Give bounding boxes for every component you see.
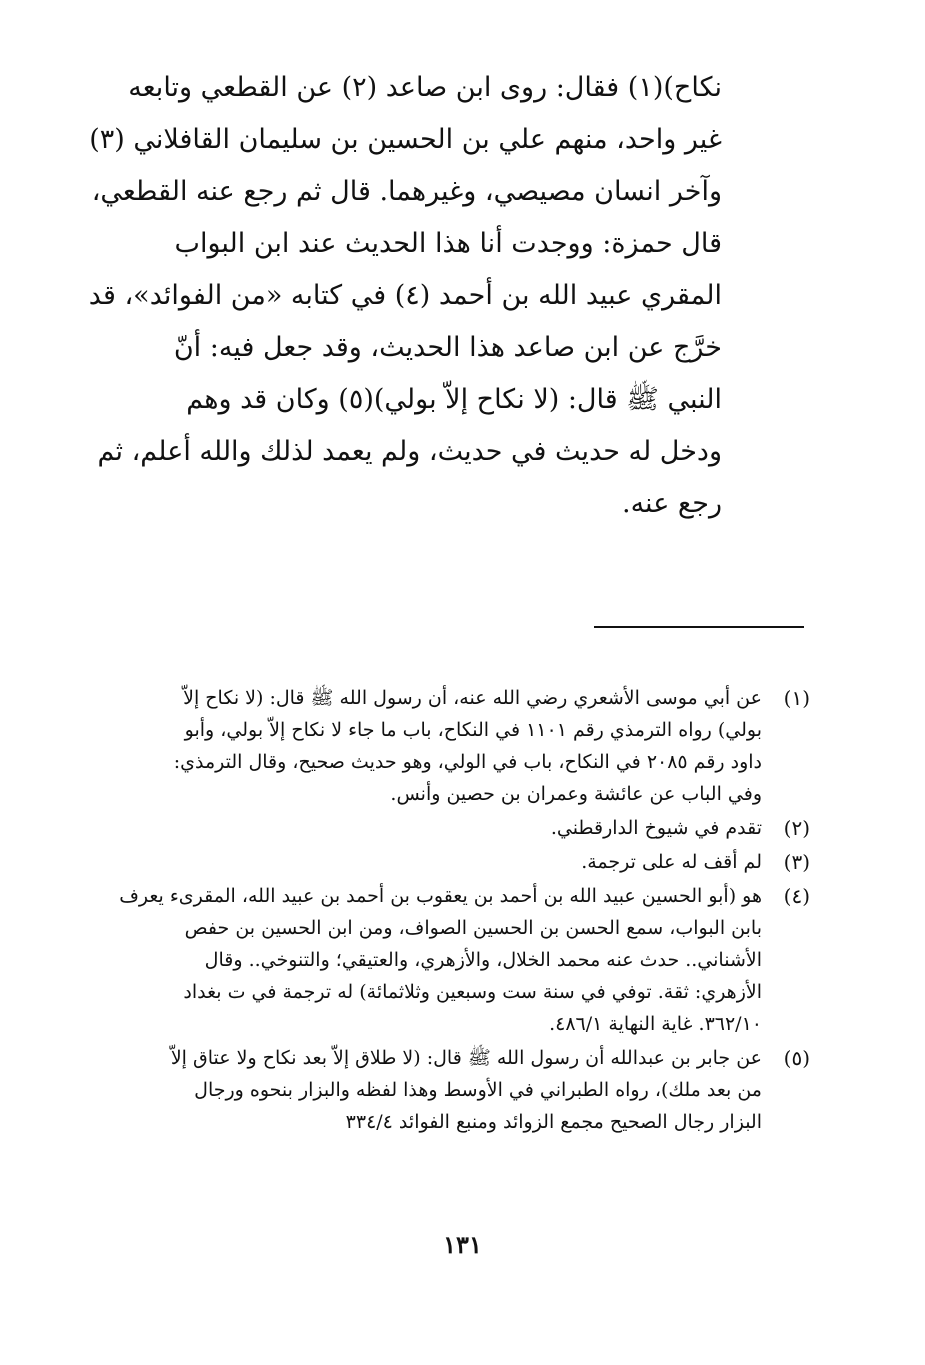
footnote-4	[100, 880, 810, 1040]
footnote-3	[100, 846, 810, 878]
footnote-line: الأشناني.. حدث عنه محمد الخلال، والأزهري، والعتيقي؛ والتنوخي.. وقال	[204, 949, 762, 971]
main-text-line: المقري عبيد الله بن أحمد (٤) في كتابه «من الفوائد»، قد	[88, 280, 722, 311]
main-text-line: خرَّج عن ابن صاعد هذا الحديث، وقد جعل فيه: أنّ	[173, 332, 722, 363]
main-text-line: غير واحد، منهم علي بن الحسين بن سليمان القافلاني (٣)	[89, 124, 722, 155]
main-text-line: ودخل له حديث في حديث، ولم يعمد لذلك والله أعلم، ثم	[97, 436, 722, 467]
footnote-5	[100, 1042, 810, 1138]
footnote-number: (٢)	[783, 816, 810, 840]
footnote-line: عن أبي موسى الأشعري رضي الله عنه، أن رسول الله ﷺ قال: (لا نكاح إلاّ	[183, 687, 762, 709]
footnote-line: تقدم في شيوخ الدارقطني.	[550, 817, 762, 839]
main-text-line: رجع عنه.	[622, 488, 722, 519]
footnote-line: ٣٦٢/١٠. غاية النهاية ٤٨٦/١.	[549, 1013, 762, 1035]
footnote-line: عن جابر بن عبدالله أن رسول الله ﷺ قال: (لا طلاق إلاّ بعد نكاح ولا عتاق إلاّ	[170, 1047, 762, 1069]
footnote-line: بولي) رواه الترمذي رقم ١١٠١ في النكاح، باب ما جاء لا نكاح إلاّ بولي، وأبو	[184, 719, 762, 741]
footnote-line: داود رقم ٢٠٨٥ في النكاح، باب في الولي، وهو حديث صحيح، وقال الترمذي:	[173, 751, 762, 773]
footnote-line: الأزهري: ثقة. توفي في سنة ست وسبعين وثلاثمائة) له ترجمة في ت بغداد	[183, 981, 762, 1003]
footnote-line: بابن البواب، سمع الحسن بن الحسين الصواف، ومن ابن الحسين بن حفص	[184, 917, 762, 939]
main-text-line: وآخر انسان مصيصي، وغيرهما. قال ثم رجع عنه القطعي،	[91, 176, 722, 207]
footnote-line: لم أقف له على ترجمة.	[581, 851, 762, 873]
footnote-line: من بعد ملك)، رواه الطبراني في الأوسط وهذا لفظه والبزار بنحوه ورجال	[194, 1079, 762, 1101]
footnote-separator-rule	[594, 626, 804, 628]
page-number: ١٣١	[443, 1230, 482, 1259]
footnotes	[100, 682, 810, 1140]
footnote-line: البزار رجال الصحيح مجمع الزوائد ومنبع الفوائد ٣٣٤/٤	[345, 1111, 762, 1133]
main-text	[88, 62, 722, 530]
footnote-line: وفي الباب عن عائشة وعمران بن حصين وأنس.	[390, 783, 762, 805]
footnote-line: هو (أبو الحسين عبيد الله بن أحمد بن يعقوب بن أحمد بن عبيد الله، المقرىء يعرف	[119, 885, 762, 907]
main-text-line: قال حمزة: ووجدت أنا هذا الحديث عند ابن البواب	[174, 228, 722, 259]
footnote-2	[100, 812, 810, 844]
footnote-1	[100, 682, 810, 810]
main-text-line: نكاح)(١) فقال: روى ابن صاعد (٢) عن القطعي وتابعه	[128, 72, 722, 103]
footnote-number: (٤)	[783, 884, 810, 908]
footnote-number: (٥)	[783, 1046, 810, 1070]
footnote-number: (١)	[783, 686, 810, 710]
footnote-number: (٣)	[783, 850, 810, 874]
main-text-line: النبي ﷺ قال: (لا نكاح إلاّ بولي)(٥) وكان قد وهم	[186, 384, 722, 415]
